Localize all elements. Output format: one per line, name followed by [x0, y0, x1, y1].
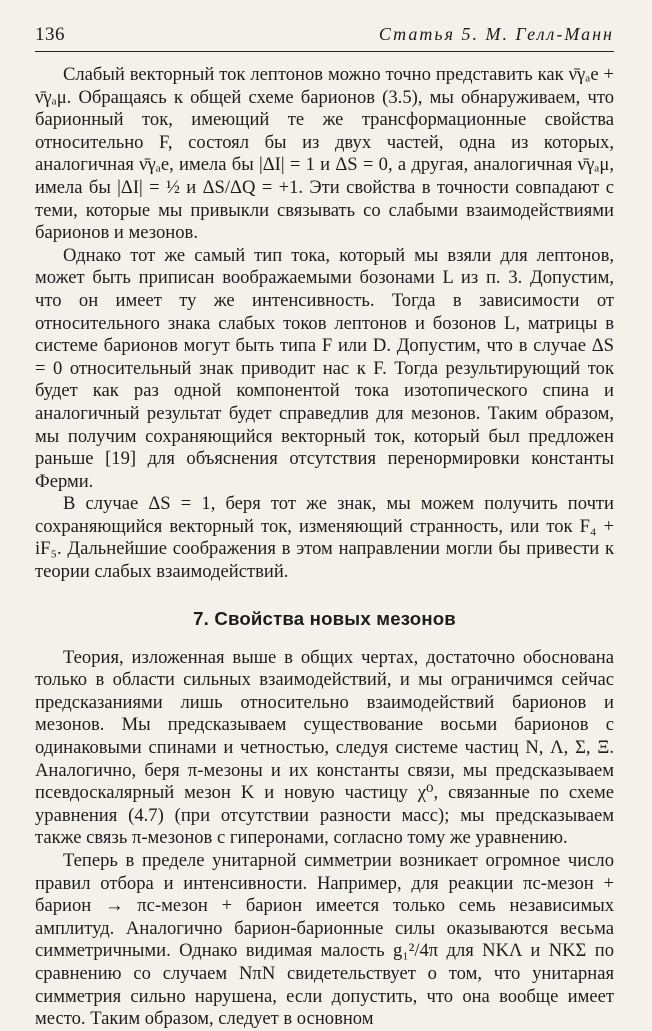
paragraph-lepton-current: Слабый векторный ток лептонов можно точно представить как ν̄γₐe + ν̄γₐμ. Обращаясь к общей схеме барионов (3.5), мы обнаруживаем, что барионный ток, имеющий те же трансформационные свойства относительно F, состоял бы из двух частей, одна из которых, аналогичная ν̄γₐe, имела бы |ΔI| = 1 и ΔS = 0, а другая, аналогичная ν̄γₐμ, имела бы |ΔI| = ½ и ΔS/ΔQ = +1. Эти свойства в точности совпадают с теми, которые мы привыкли связывать со слабыми взаимодействиями барионов и мезонов.	[35, 64, 614, 244]
paragraph-selection-rules: Теперь в пределе унитарной симметрии возникает огромное число правил отбора и интенсивности. Например, для реакции πc-мезон + барион → πc-мезон + барион имеется только семь независимых амплитуд. Аналогично барион-барионные силы оказываются весьма симметричными. Однако видимая малость g₁²/4π для NKΛ и NKΣ по сравнению со случаем NπN свидетельствует о том, что унитарная симметрия сильно нарушена, если допустить, что она вообще имеет место. Таким образом, следует в основном	[35, 850, 614, 1030]
page-body	[35, 64, 614, 1031]
running-title: Статья 5. М. Гелл-Манн	[378, 24, 614, 44]
paragraph-strangeness-current: В случае ΔS = 1, беря тот же знак, мы можем получить почти сохраняющийся векторный ток, изменяющий странность, или ток F₄ + iF₅. Дальнейшие соображения в этом направлении могли бы привести к теории слабых взаимодействий.	[35, 493, 614, 583]
paragraph-boson-current: Однако тот же самый тип тока, который мы взяли для лептонов, может быть приписан воображаемыми бозонами L из п. 3. Допустим, что он имеет ту же интенсивность. Тогда в зависимости от относительного знака слабых токов лептонов и бозонов L, матрицы в системе барионов могут быть типа F или D. Допустим, что в случае ΔS = 0 относительный знак приводит нас к F. Тогда результирующий ток будет как раз одной компонентой тока изотопического спина и аналогичный результат будет справедлив для мезонов. Таким образом, мы получим сохраняющийся векторный ток, который был предложен раньше [19] для объяснения отсутствия перенормировки константы Ферми.	[35, 244, 614, 492]
page-header	[35, 22, 614, 52]
header-rule	[35, 51, 614, 52]
section-heading: 7. Свойства новых мезонов	[193, 607, 456, 629]
paragraph-theory-predictions: Теория, изложенная выше в общих чертах, достаточно обоснована только в области сильных взаимодействий, и мы ограничимся сейчас предсказаниями лишь относительно взаимодействий барионов и мезонов. Мы предсказываем существование восьми барионов с одинаковыми спинами и четностью, следуя системе частиц N, Λ, Σ, Ξ. Аналогично, беря π-мезоны и их константы связи, мы предсказываем псевдоскалярный мезон K и новую частицу χ⁰, связанные по схеме уравнения (4.7) (при отсутствии разности масс); мы предсказываем также связь π-мезонов с гиперонами, согласно тому же уравнению.	[35, 646, 614, 849]
page-number: 136	[35, 24, 65, 45]
